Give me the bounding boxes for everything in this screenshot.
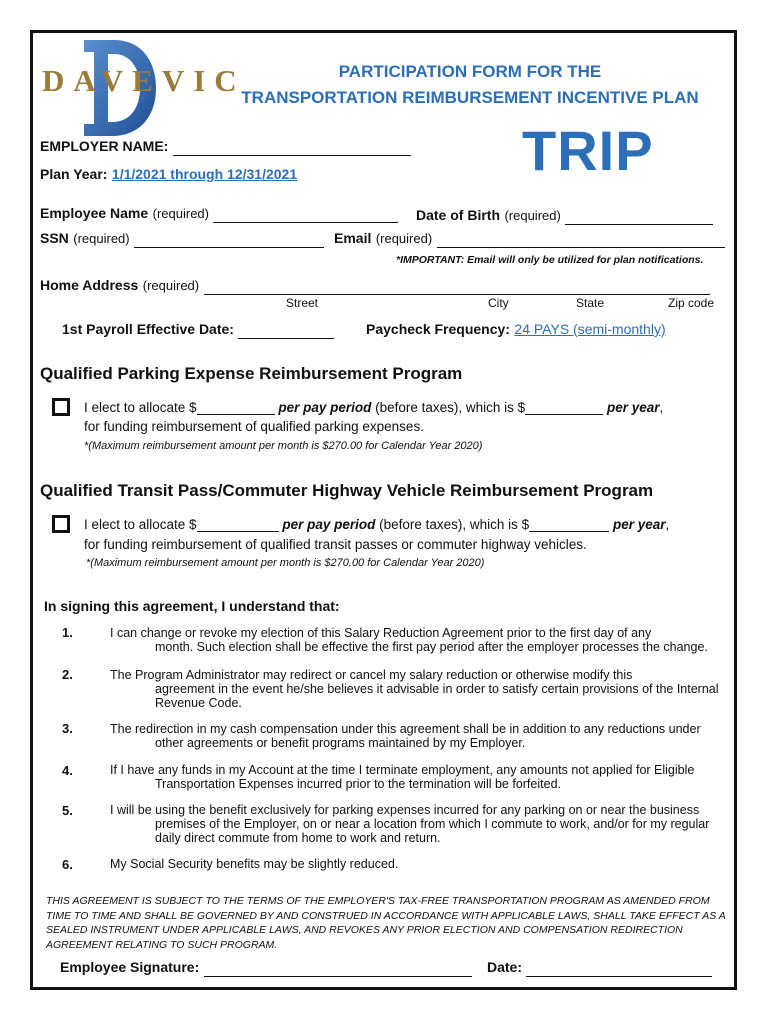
home-address-field[interactable]	[204, 280, 710, 295]
transit-note: *(Maximum reimbursement amount per month is $270.00 for Calendar Year 2020)	[86, 557, 485, 569]
agreement-item	[110, 803, 720, 845]
email-note: *IMPORTANT: Email will only be utilized for plan notifications.	[396, 254, 704, 266]
agreement-item	[110, 857, 720, 871]
agreement-heading: In signing this agreement, I understand that:	[44, 598, 340, 614]
employee-name-required: (required)	[152, 206, 209, 221]
employee-name-row	[40, 205, 398, 223]
email-label: Email	[334, 230, 372, 246]
zip-sublabel: Zip code	[668, 296, 715, 310]
plan-year-label: Plan Year:	[40, 166, 108, 182]
street-sublabel: Street	[286, 296, 319, 310]
paycheck-frequency-label: Paycheck Frequency:	[366, 321, 510, 337]
agreement-number: 3.	[62, 721, 73, 736]
transit-per-pay-field[interactable]	[197, 518, 279, 532]
agreement-item-first: My Social Security benefits may be slightly reduced.	[110, 857, 399, 871]
employer-row	[40, 138, 411, 156]
agreement-item-first: I can change or revoke my election of this Salary Reduction Agreement prior to the first day of any	[110, 626, 652, 640]
parking-checkbox[interactable]	[52, 398, 70, 416]
form-title-line1: PARTICIPATION FORM FOR THE	[338, 62, 602, 81]
agreement-number: 6.	[62, 857, 73, 872]
transit-heading: Qualified Transit Pass/Commuter Highway Vehicle Reimbursement Program	[40, 481, 654, 500]
transit-before-taxes: (before taxes), which is $	[375, 517, 530, 532]
transit-allocate-text: I elect to allocate $	[84, 517, 197, 532]
email-field[interactable]	[437, 233, 725, 248]
parking-per-pay-period: per pay period	[278, 400, 372, 415]
agreement-item	[110, 722, 720, 750]
agreement-item-first: The redirection in my cash compensation under this agreement shall be in addition to any reductions under	[110, 722, 701, 736]
paycheck-frequency-row	[366, 321, 666, 339]
parking-per-year-field[interactable]	[525, 401, 603, 415]
parking-per-pay-field[interactable]	[197, 401, 275, 415]
trip-logo-text: TRIP	[522, 119, 654, 182]
dob-field[interactable]	[565, 210, 713, 225]
state-sublabel: State	[576, 296, 605, 310]
transit-per-pay-period: per pay period	[282, 517, 376, 532]
agreement-item-first: If I have any funds in my Account at the time I terminate employment, any amounts not applied for Eligible	[110, 763, 695, 777]
transit-per-year-field[interactable]	[529, 518, 609, 532]
form-title-line2: TRANSPORTATION REIMBURSEMENT INCENTIVE PLAN	[241, 88, 699, 107]
agreement-number: 4.	[62, 763, 73, 778]
agreement-number: 5.	[62, 803, 73, 818]
ssn-required: (required)	[73, 231, 130, 246]
agreement-item-rest: other agreements or benefit programs maintained by my Employer.	[155, 736, 526, 750]
home-address-row	[40, 277, 710, 295]
legal-text: THIS AGREEMENT IS SUBJECT TO THE TERMS OF THE EMPLOYER'S TAX-FREE TRANSPORTATION PROGRAM AS AMENDED FROM TIME TO TIME AND SHALL BE GOVERNED BY AND CONSTRUED IN ACCORDANCE WITH APPLICABLE LAWS, SHALL TAKE EFFECT AS A SEALED INSTRUMENT UNDER APPLICABLE LAWS, AND REVOKES ANY PRIOR ELECTION AND COMPENSATION REDIRECTION AGREEMENT RELATING TO SUCH PROGRAM.	[46, 895, 726, 951]
city-sublabel: City	[488, 296, 509, 310]
signature-field[interactable]	[204, 962, 472, 977]
payroll-date-label: 1st Payroll Effective Date:	[62, 321, 234, 337]
dob-row	[416, 207, 713, 225]
email-required: (required)	[375, 231, 433, 246]
parking-note: *(Maximum reimbursement amount per month is $270.00 for Calendar Year 2020)	[84, 440, 483, 452]
employee-name-label: Employee Name	[40, 205, 149, 221]
parking-heading: Qualified Parking Expense Reimbursement Program	[40, 364, 463, 383]
signature-date-label: Date:	[487, 959, 523, 975]
ssn-field[interactable]	[134, 233, 324, 248]
employer-label: EMPLOYER NAME:	[40, 138, 169, 154]
signature-row	[60, 959, 472, 977]
agreement-item	[110, 626, 720, 654]
payroll-date-row	[62, 321, 334, 339]
ssn-row	[40, 230, 324, 248]
transit-line2: for funding reimbursement of qualified transit passes or commuter highway vehicles.	[84, 537, 587, 552]
payroll-date-field[interactable]	[238, 324, 334, 339]
agreement-item-first: I will be using the benefit exclusively for parking expenses incurred for any parking on or near the business	[110, 803, 700, 817]
agreement-item-rest: month. Such election shall be effective the first pay period after the employer processes the change.	[155, 640, 708, 654]
signature-date-row	[487, 959, 712, 977]
plan-year-value: 1/1/2021 through 12/31/2021	[111, 166, 298, 182]
transit-checkbox[interactable]	[52, 515, 70, 533]
email-row	[334, 230, 725, 248]
plan-year-row	[40, 166, 297, 184]
transit-per-year: per year	[612, 517, 666, 532]
signature-label: Employee Signature:	[60, 959, 200, 975]
agreement-number: 2.	[62, 667, 73, 682]
transit-allocate-row	[84, 517, 669, 532]
parking-per-year: per year	[606, 400, 660, 415]
agreement-item	[110, 763, 720, 791]
agreement-item-rest: Transportation Expenses incurred prior to the termination will be forfeited.	[155, 777, 561, 791]
dob-label: Date of Birth	[416, 207, 500, 223]
parking-allocate-row	[84, 400, 663, 415]
agreement-number: 1.	[62, 625, 73, 640]
agreement-item	[110, 668, 720, 710]
agreement-item-rest: agreement in the event he/she believes it advisable in order to satisfy certain provisions of the Internal Revenue Code.	[155, 682, 719, 710]
signature-date-field[interactable]	[526, 962, 712, 977]
parking-line2: for funding reimbursement of qualified parking expenses.	[84, 419, 424, 434]
parking-before-taxes: (before taxes), which is $	[371, 400, 526, 415]
parking-allocate-text: I elect to allocate $	[84, 400, 197, 415]
transit-comma: ,	[665, 517, 670, 532]
logo-text: DAVEVIC	[42, 63, 246, 98]
dob-required: (required)	[504, 208, 561, 223]
agreement-item-first: The Program Administrator may redirect or cancel my salary reduction or otherwise modify this	[110, 668, 633, 682]
home-address-label: Home Address	[40, 277, 139, 293]
employer-name-field[interactable]	[173, 141, 411, 156]
paycheck-frequency-value: 24 PAYS (semi-monthly)	[514, 321, 666, 337]
parking-comma: ,	[659, 400, 664, 415]
ssn-label: SSN	[40, 230, 69, 246]
employee-name-field[interactable]	[213, 208, 398, 223]
home-address-required: (required)	[142, 278, 200, 293]
agreement-item-rest: premises of the Employer, on or near a location from which I commute to work, and/or for my regular daily direct commute from home to work and return.	[155, 817, 710, 845]
